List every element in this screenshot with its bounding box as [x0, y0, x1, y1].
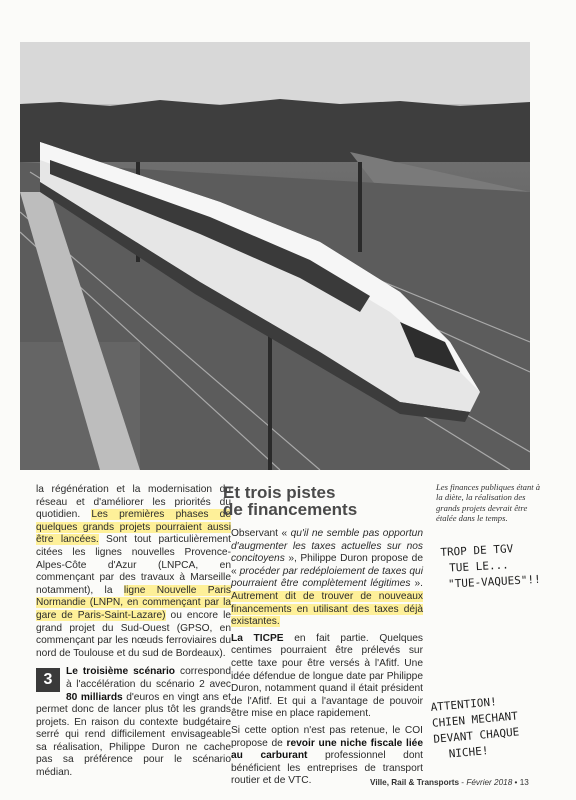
train-photo-illustration: [20, 42, 530, 470]
footer-separator: -: [459, 778, 467, 787]
photo-caption: Les finances publiques étant à la diète, la réalisation des grands projets devrait être étalée dans le temps.: [436, 482, 541, 524]
bold-text: 80 milliards: [66, 691, 123, 703]
text-span: Si cette option n'est pas retenue, le COI propose de: [231, 724, 423, 749]
section-title-line-1: Et trois pistes: [223, 483, 336, 502]
text-span: Sont tout particulièrement citées les lignes nouvelles Provence-Alpes-Côte d'Azur (LNPCA, en commençant par des travaux à Marseille notamment), la: [36, 534, 231, 596]
section-title: [223, 484, 423, 518]
handwritten-note-1: [440, 538, 576, 593]
handwritten-line: "TUE-VAQUES"!!: [447, 572, 541, 591]
handwritten-line: ATTENTION!: [430, 695, 498, 714]
page-number: • 13: [512, 778, 529, 787]
train-photo: [20, 42, 530, 470]
handwritten-line: NICHE!: [448, 744, 489, 761]
left-paragraph-1: [36, 484, 231, 660]
text-span: ou encore le grand projet du Sud-Ouest (GPSO, en commençant par les nœuds ferroviaires du nord de Toulouse et du sud de Bordeaux).: [36, 609, 232, 659]
photo-credit: [518, 450, 528, 470]
subhead: La TICPE: [231, 632, 284, 644]
highlighted-text: ligne Nouvelle Paris Normandie (LNPN, en commençant par la gare de Paris-Saint-Lazare): [36, 584, 231, 621]
footer-brand: Ville, Rail & Transports: [370, 778, 460, 787]
bold-text: revoir une niche fiscale liée au carburant: [231, 737, 423, 762]
left-paragraph-2: [36, 666, 231, 779]
scenario-number-badge: 3: [36, 668, 60, 692]
text-span: Observant «: [231, 528, 291, 539]
handwritten-line: DEVANT CHAQUE: [432, 725, 520, 746]
text-span: ».: [410, 578, 423, 590]
text-span: la régénération et la modernisation du réseau et d'améliorer les priorités du quotidien.: [36, 484, 231, 521]
mid-paragraph-2: [231, 633, 423, 721]
handwritten-line: TUE LE...: [448, 558, 510, 575]
handwritten-line: CHIEN MECHANT: [431, 709, 519, 730]
bold-text: Le troisième scénario: [66, 666, 176, 678]
left-column: [36, 484, 231, 780]
footer-date: Février 2018: [466, 778, 513, 787]
text-span: correspond à l'accélération du scénario 2 avec: [66, 666, 231, 690]
text-span: professionnel dont bénéficient les entreprises de transport routier et de VTC.: [231, 750, 423, 787]
handwritten-line: TROP DE TGV: [440, 542, 514, 559]
section-title-line-2: de financements: [223, 500, 358, 519]
highlighted-text: Les premières phases de quelques grands projets pourraient aussi être lancées.: [36, 509, 232, 546]
page-footer: [370, 778, 529, 787]
text-span: d'euros en vingt ans et permet donc de lancer plus tôt les grands projets. En raison du contexte budgétaire serré qui rend difficilement envisageable sa réalisation, Philippe Duron ne cache pas sa préférence pour le scénario médian.: [36, 691, 231, 779]
quote-text: procéder par redéploiement de taxes qui pourraient être complètement légitimes: [231, 565, 423, 590]
text-span: », Philippe Duron propose de «: [231, 553, 423, 577]
text-span: en fait partie. Quelques centimes pourraient être prélevés sur cette taxe pour être versés à l'Afitf. Une idée défendue de longue date par Philippe Duron, notamment quand il était président de l'Afitf. Et qui a l'avantage de pouvoir être mise en place rapidement.: [231, 632, 423, 720]
middle-column: [223, 483, 423, 788]
handwritten-note-2: [430, 688, 575, 764]
quote-text: qu'il ne semble pas opportun d'augmenter les taxes actuelles sur nos concitoyens: [231, 528, 423, 565]
mid-paragraph-1: [231, 528, 423, 629]
highlighted-text: Autrement dit de trouver de nouveaux financements en utilisant des taxes déjà existantes.: [231, 590, 423, 628]
